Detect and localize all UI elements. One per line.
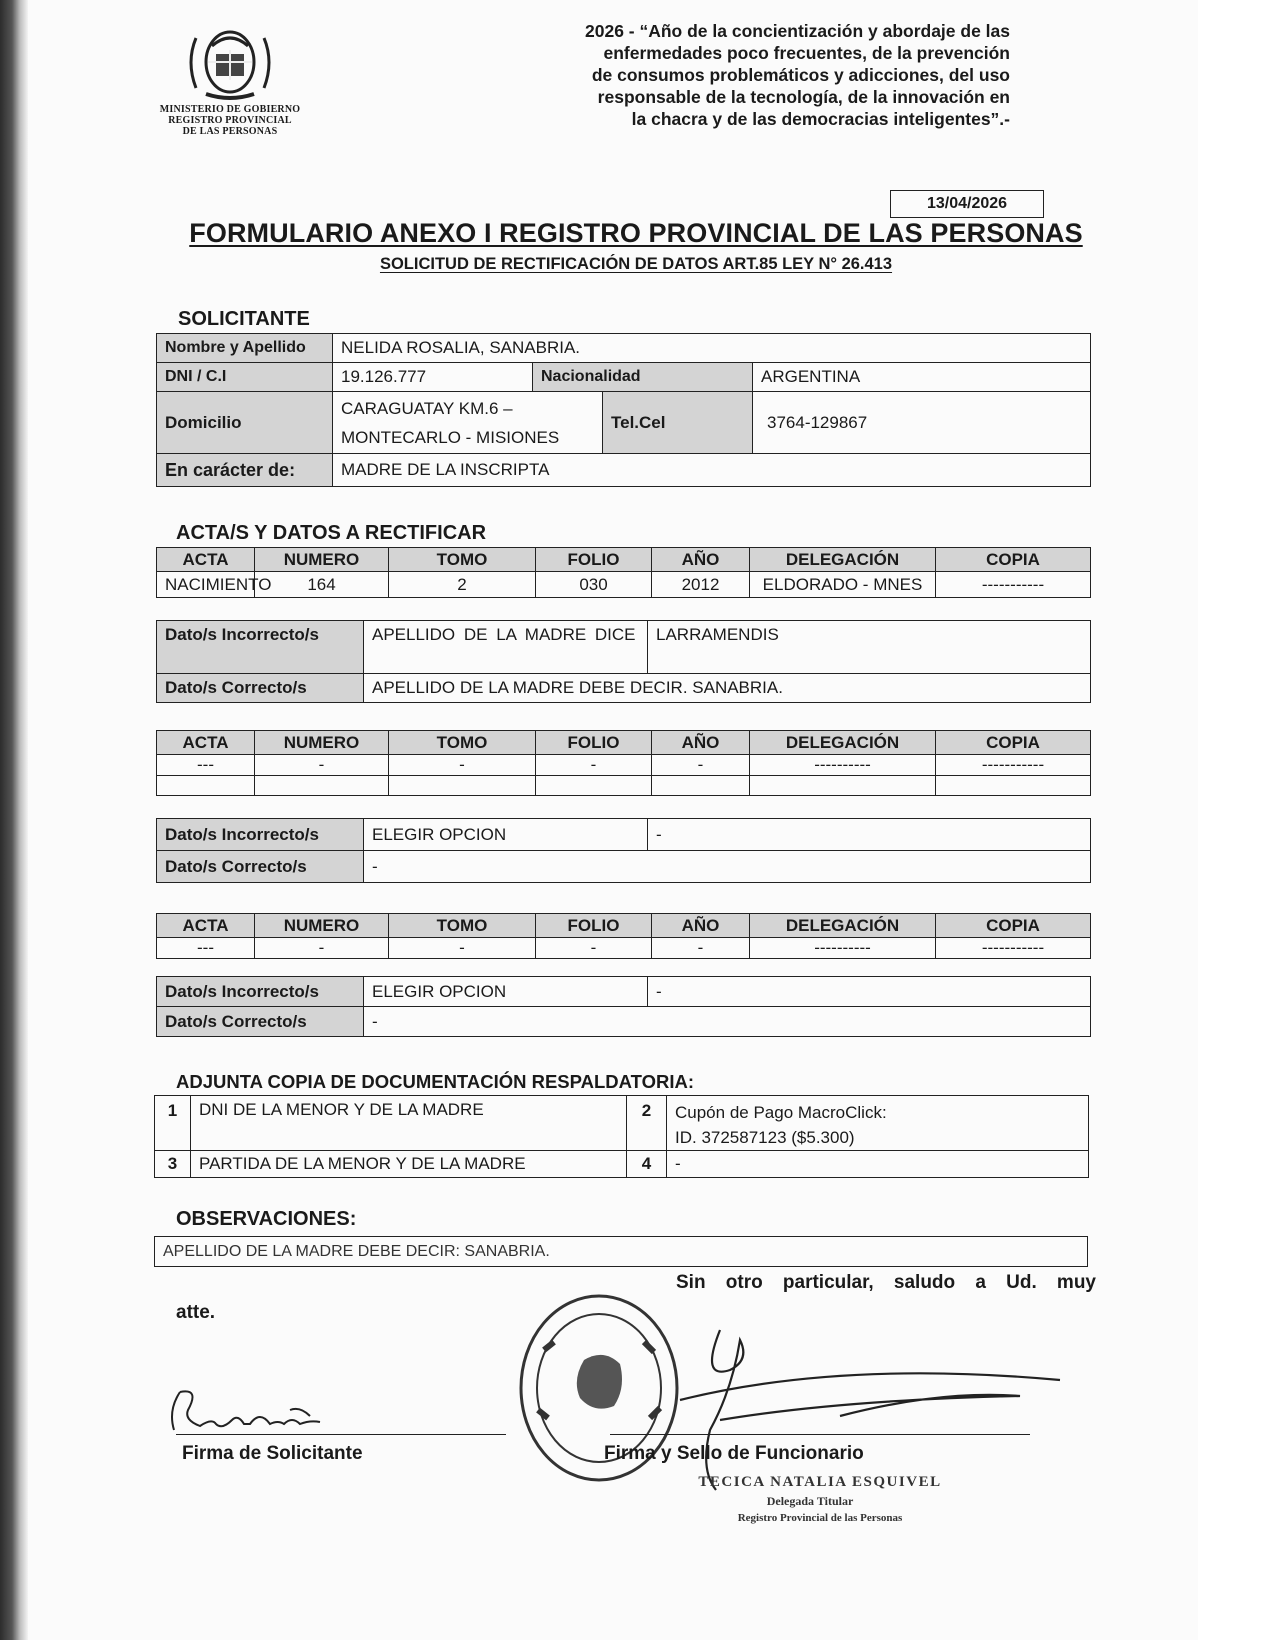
acta-table-1 (156, 547, 1091, 598)
adjunta-item-line: ID. 372587123 ($5.300) (675, 1128, 855, 1147)
dni-field[interactable]: 19.126.777 (333, 363, 533, 392)
ministry-name (140, 104, 320, 137)
adjunta-number: 4 (627, 1151, 667, 1178)
correct-value[interactable]: - (364, 851, 1091, 883)
stamp-name: TECICA NATALIA ESQUIVEL (698, 1474, 942, 1490)
col-folio: FOLIO (536, 914, 652, 938)
incorrect-field-select[interactable]: APELLIDO DE LA MADRE DICE (364, 621, 648, 674)
telcel-label: Tel.Cel (603, 392, 753, 454)
domicilio-line: CARAGUATAY KM.6 – (341, 398, 513, 418)
col-copia: COPIA (936, 548, 1091, 572)
closing-text: Sin otro particular, saludo a Ud. muy (676, 1272, 1096, 1293)
col-copia: COPIA (936, 914, 1091, 938)
ministry-line: MINISTERIO DE GOBIERNO (159, 104, 301, 115)
correct-label: Dato/s Correcto/s (157, 1007, 364, 1037)
datos-table-1 (156, 620, 1091, 703)
anio-cell[interactable] (652, 776, 750, 796)
adjunta-heading: ADJUNTA COPIA DE DOCUMENTACIÓN RESPALDATORIA: (176, 1071, 694, 1092)
correct-label: Dato/s Correcto/s (157, 851, 364, 883)
solicitante-signature-icon (160, 1380, 360, 1440)
nombre-label: Nombre y Apellido (157, 334, 333, 363)
adjunta-item-line: Cupón de Pago MacroClick: (675, 1103, 887, 1122)
nacionalidad-label: Nacionalidad (533, 363, 753, 392)
col-numero: NUMERO (255, 731, 389, 755)
solicitante-heading: SOLICITANTE (178, 308, 310, 330)
nacionalidad-field[interactable]: ARGENTINA (753, 363, 1091, 392)
scan-bottom (0, 1640, 1275, 1650)
col-numero: NUMERO (255, 914, 389, 938)
motto-line: de consumos problemáticos y adicciones, del uso (591, 65, 1010, 85)
folio-cell[interactable]: - (536, 938, 652, 959)
numero-cell[interactable] (255, 776, 389, 796)
motto-line: 2026 - “Año de la concientización y abordaje de las (585, 21, 1010, 41)
correct-label: Dato/s Correcto/s (157, 674, 364, 703)
adjunta-item[interactable]: PARTIDA DE LA MENOR Y DE LA MADRE (191, 1151, 627, 1178)
datos-table-3 (156, 976, 1091, 1037)
col-anio: AÑO (652, 548, 750, 572)
adjunta-table (154, 1095, 1089, 1178)
solicitante-signature-label: Firma de Solicitante (182, 1443, 363, 1464)
domicilio-field[interactable] (333, 392, 603, 454)
col-folio: FOLIO (536, 731, 652, 755)
numero-cell[interactable]: - (255, 938, 389, 959)
numero-cell[interactable]: 164 (255, 572, 389, 598)
ministry-line: DE LAS PERSONAS (182, 126, 278, 137)
incorrect-label: Dato/s Incorrecto/s (157, 819, 364, 851)
delegacion-cell[interactable]: ---------- (750, 938, 936, 959)
acta-cell[interactable]: NACIMIENTO (157, 572, 255, 598)
solicitante-table (156, 333, 1091, 487)
funcionario-signature-label: Firma y Sello de Funcionario (604, 1443, 864, 1464)
caracter-field[interactable]: MADRE DE LA INSCRIPTA (333, 454, 1091, 487)
delegacion-cell[interactable] (750, 776, 936, 796)
adjunta-item[interactable]: - (667, 1151, 1089, 1178)
telcel-field[interactable]: 3764-129867 (753, 392, 1091, 454)
adjunta-item[interactable]: DNI DE LA MENOR Y DE LA MADRE (191, 1096, 627, 1151)
incorrect-value[interactable]: - (648, 819, 1091, 851)
acta-cell[interactable] (157, 776, 255, 796)
col-anio: AÑO (652, 731, 750, 755)
col-tomo: TOMO (389, 914, 536, 938)
adjunta-item[interactable] (667, 1096, 1089, 1151)
adjunta-number: 3 (155, 1151, 191, 1178)
col-anio: AÑO (652, 914, 750, 938)
scan-edge (0, 0, 28, 1650)
stamp-role: Delegada Titular (766, 1494, 854, 1508)
tomo-cell[interactable]: - (389, 938, 536, 959)
tomo-cell[interactable]: 2 (389, 572, 536, 598)
col-tomo: TOMO (389, 731, 536, 755)
form-title: FORMULARIO ANEXO I REGISTRO PROVINCIAL DE LAS PERSONAS (189, 218, 1083, 248)
form-subtitle: SOLICITUD DE RECTIFICACIÓN DE DATOS ART.85 LEY N° 26.413 (379, 255, 893, 273)
correct-value[interactable]: APELLIDO DE LA MADRE DEBE DECIR. SANABRIA. (364, 674, 1091, 703)
col-delegacion: DELEGACIÓN (750, 914, 936, 938)
motto-line: la chacra y de las democracias inteligentes”.- (631, 109, 1010, 129)
closing-text-2: atte. (176, 1302, 216, 1323)
incorrect-value[interactable]: LARRAMENDIS (648, 621, 1091, 674)
acta-cell[interactable]: --- (157, 755, 255, 776)
acta-cell[interactable]: --- (157, 938, 255, 959)
col-acta: ACTA (157, 731, 255, 755)
copia-cell[interactable]: ----------- (936, 572, 1091, 598)
actas-heading: ACTA/S Y DATOS A RECTIFICAR (176, 522, 487, 544)
province-crest-icon (182, 18, 278, 102)
caracter-label: En carácter de: (157, 454, 333, 487)
copia-cell[interactable] (936, 776, 1091, 796)
adjunta-number: 2 (627, 1096, 667, 1151)
col-tomo: TOMO (389, 548, 536, 572)
incorrect-label: Dato/s Incorrecto/s (157, 977, 364, 1007)
folio-cell[interactable]: 030 (536, 572, 652, 598)
observaciones-heading: OBSERVACIONES: (176, 1208, 357, 1230)
datos-table-2 (156, 818, 1091, 883)
year-motto (520, 20, 1010, 130)
acta-table-2 (156, 730, 1091, 796)
solicitante-signature-line (176, 1434, 506, 1435)
col-delegacion: DELEGACIÓN (750, 731, 936, 755)
col-acta: ACTA (157, 548, 255, 572)
incorrect-field-select[interactable]: ELEGIR OPCION (364, 977, 648, 1007)
motto-line: responsable de la tecnología, de la innovación en (597, 87, 1010, 107)
ministry-line: REGISTRO PROVINCIAL (168, 115, 292, 126)
delegacion-cell[interactable]: ELDORADO - MNES (750, 572, 936, 598)
anio-cell[interactable]: - (652, 938, 750, 959)
col-folio: FOLIO (536, 548, 652, 572)
col-numero: NUMERO (255, 548, 389, 572)
adjunta-number: 1 (155, 1096, 191, 1151)
numero-cell[interactable]: - (255, 755, 389, 776)
incorrect-field-select[interactable]: ELEGIR OPCION (364, 819, 648, 851)
copia-cell[interactable]: ----------- (936, 938, 1091, 959)
motto-line: enfermedades poco frecuentes, de la prevención (603, 43, 1010, 63)
observaciones-field[interactable]: APELLIDO DE LA MADRE DEBE DECIR: SANABRIA. (155, 1237, 1088, 1267)
funcionario-signature-icon (640, 1320, 1080, 1500)
dni-label: DNI / C.I (157, 363, 333, 392)
acta-table-3 (156, 913, 1091, 959)
incorrect-value[interactable]: - (648, 977, 1091, 1007)
nombre-field[interactable]: NELIDA ROSALIA, SANABRIA. (333, 334, 1091, 363)
stamp-org: Registro Provincial de las Personas (737, 1512, 903, 1524)
funcionario-signature-line (610, 1434, 1030, 1435)
col-delegacion: DELEGACIÓN (750, 548, 936, 572)
correct-value[interactable]: - (364, 1007, 1091, 1037)
anio-cell[interactable]: - (652, 755, 750, 776)
folio-cell[interactable] (536, 776, 652, 796)
form-date[interactable]: 13/04/2026 (890, 190, 1044, 218)
col-acta: ACTA (157, 914, 255, 938)
domicilio-line: MONTECARLO - MISIONES (341, 427, 560, 447)
tomo-cell[interactable]: - (389, 755, 536, 776)
anio-cell[interactable]: 2012 (652, 572, 750, 598)
folio-cell[interactable]: - (536, 755, 652, 776)
col-copia: COPIA (936, 731, 1091, 755)
copia-cell[interactable]: ----------- (936, 755, 1091, 776)
observaciones-table (154, 1236, 1088, 1267)
domicilio-label: Domicilio (157, 392, 333, 454)
incorrect-label: Dato/s Incorrecto/s (157, 621, 364, 674)
tomo-cell[interactable] (389, 776, 536, 796)
delegacion-cell[interactable]: ---------- (750, 755, 936, 776)
